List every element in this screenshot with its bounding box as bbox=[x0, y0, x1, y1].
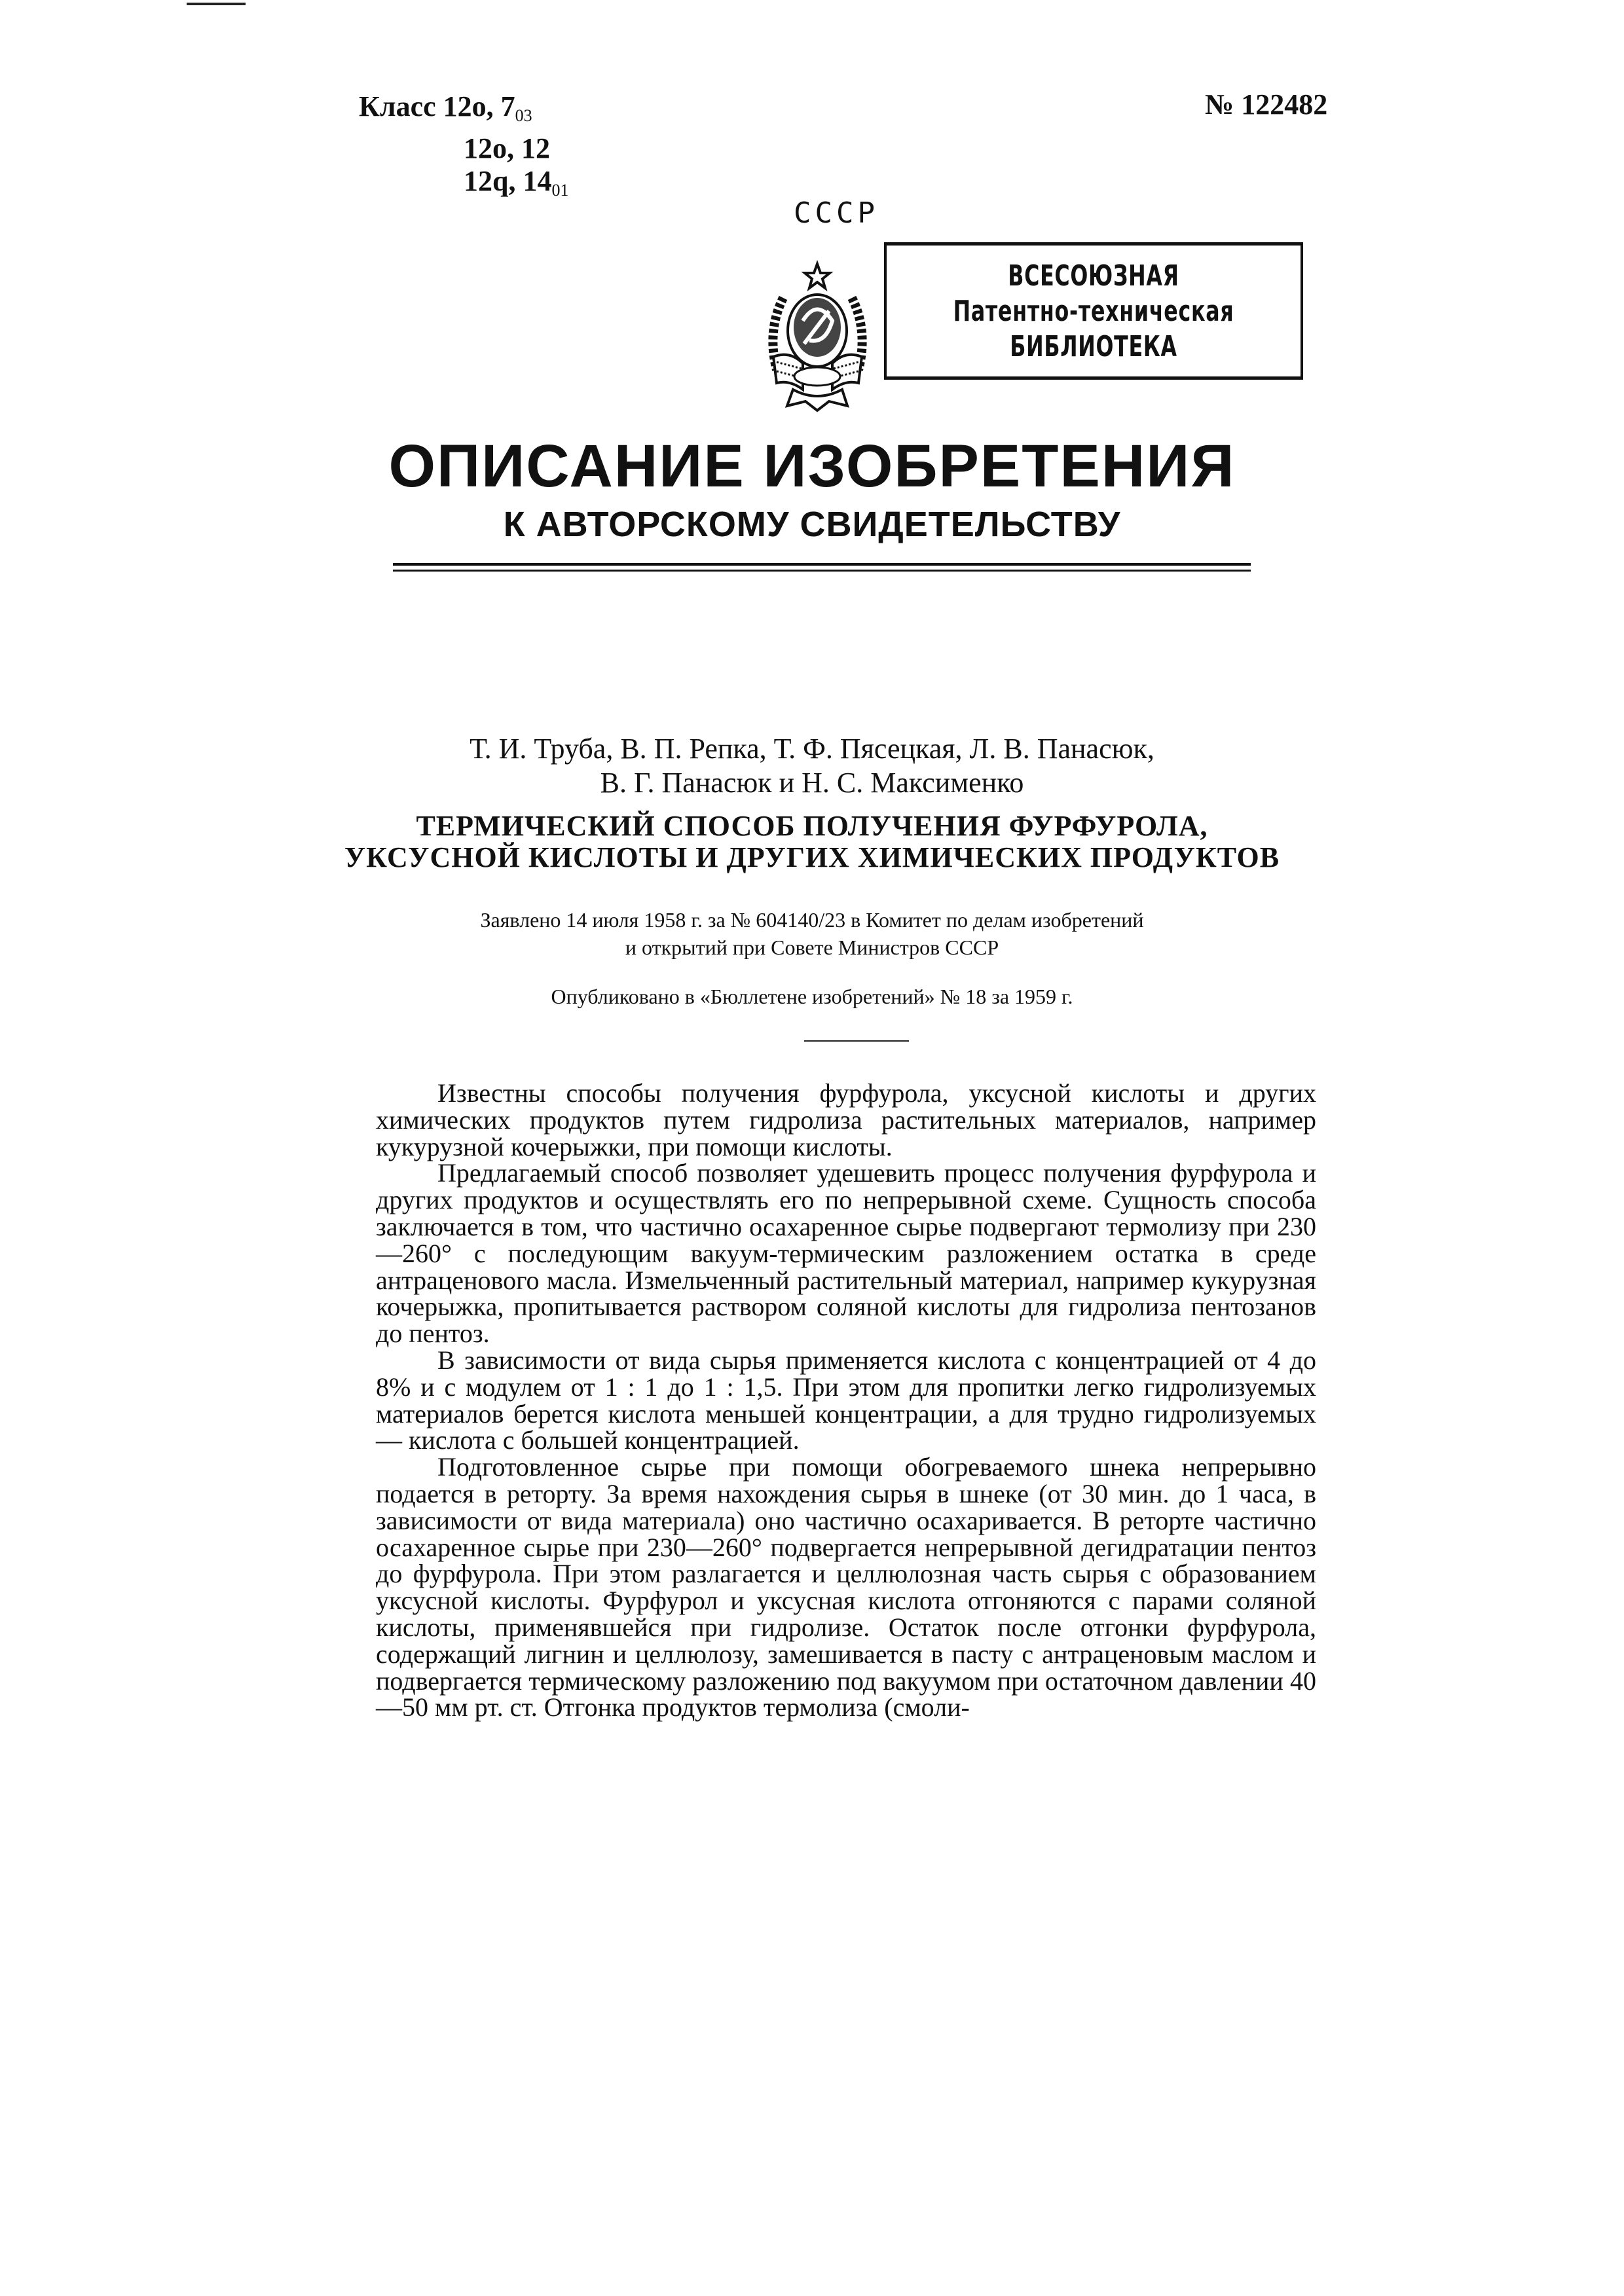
country-label: СССР bbox=[794, 196, 879, 230]
class-row bbox=[359, 132, 568, 165]
invention-title bbox=[0, 811, 1624, 873]
scan-artifact bbox=[187, 3, 246, 5]
class-row bbox=[359, 90, 568, 132]
authors-line: В. Г. Панасюк и Н. С. Максименко bbox=[0, 766, 1624, 800]
authors-line: Т. И. Труба, В. П. Репка, Т. Ф. Пясецкая, Л. В. Панасюк, bbox=[0, 732, 1624, 766]
stamp-line: БИБЛИОТЕКА bbox=[944, 329, 1242, 365]
body-text bbox=[376, 1080, 1316, 1721]
library-stamp bbox=[884, 242, 1303, 380]
document-title: ОПИСАНИЕ ИЗОБРЕТЕНИЯ bbox=[0, 432, 1624, 501]
class-row bbox=[359, 165, 568, 207]
class-label: Класс bbox=[359, 90, 436, 122]
class-code-sub: 01 bbox=[551, 181, 568, 200]
stamp-line: Патентно-техническая bbox=[944, 294, 1242, 329]
invention-title-line: ТЕРМИЧЕСКИЙ СПОСОБ ПОЛУЧЕНИЯ ФУРФУРОЛА, bbox=[0, 811, 1624, 842]
section-separator bbox=[804, 1040, 909, 1042]
ussr-coat-of-arms-icon bbox=[764, 259, 872, 412]
classification-block bbox=[359, 90, 568, 207]
paragraph: Предлагаемый способ позволяет удешевить процесс получения фурфурола и других продуктов и осуществлять его по непрерывной схеме. Сущность способа заключается в том, что частично осахаренное сырье подвергают термолизу при 230—260° с последующим вакуум-термическим разложением остатка в среде антраценового масла. Измельченный растительный материал, например кукурузная кочерыжка, пропитывается раствором соляной кислоты для гидролиза пентозанов до пентоз. bbox=[376, 1160, 1316, 1347]
patent-number: № 122482 bbox=[1205, 88, 1327, 121]
document-subtitle: К АВТОРСКОМУ СВИДЕТЕЛЬСТВУ bbox=[0, 504, 1624, 545]
filing-info bbox=[0, 906, 1624, 961]
class-code: 12o, 12 bbox=[464, 132, 550, 164]
stamp-line: ВСЕСОЮЗНАЯ bbox=[944, 259, 1242, 294]
paragraph: В зависимости от вида сырья применяется кислота с концентрацией от 4 до 8% и с модулем от 1 : 1 до 1 : 1,5. При этом для пропитки легко гидролизуемых материалов берется кислота меньшей концентрации, а для трудно гидролизуемых — кислота с большей концентрацией. bbox=[376, 1347, 1316, 1454]
divider bbox=[393, 563, 1251, 566]
class-code-sub: 03 bbox=[515, 106, 532, 125]
class-code: 12o, 7 bbox=[443, 90, 515, 122]
divider bbox=[393, 570, 1251, 572]
invention-title-line: УКСУСНОЙ КИСЛОТЫ И ДРУГИХ ХИМИЧЕСКИХ ПРОДУКТОВ bbox=[0, 842, 1624, 873]
paragraph: Известны способы получения фурфурола, уксусной кислоты и других химических продуктов путем гидролиза растительных материалов, например кукурузной кочерыжки, при помощи кислоты. bbox=[376, 1080, 1316, 1160]
publication-info: Опубликовано в «Бюллетене изобретений» № 18 за 1959 г. bbox=[0, 985, 1624, 1009]
class-code: 12q, 14 bbox=[464, 165, 551, 197]
authors bbox=[0, 732, 1624, 800]
filing-line: Заявлено 14 июля 1958 г. за № 604140/23 в Комитет по делам изобретений bbox=[0, 906, 1624, 934]
paragraph: Подготовленное сырье при помощи обогреваемого шнека непрерывно подается в реторту. За время нахождения сырья в шнеке (от 30 мин. до 1 часа, в зависимости от вида материала) оно частично осахаривается. В реторте частично осахаренное сырье при 230—260° подвергается непрерывной дегидратации пентоз до фурфурола. При этом разлагается и целлюлозная часть сырья с образованием уксусной кислоты. Фурфурол и уксусная кислота отгоняются с парами соляной кислоты, применявшейся при гидролизе. Остаток после отгонки фурфурола, содержащий лигнин и целлюлозу, замешивается в пасту с антраценовым маслом и подвергается термическому разложению под вакуумом при остаточном давлении 40—50 мм рт. ст. Отгонка продуктов термолиза (смоли- bbox=[376, 1454, 1316, 1721]
filing-line: и открытий при Совете Министров СССР bbox=[0, 934, 1624, 961]
